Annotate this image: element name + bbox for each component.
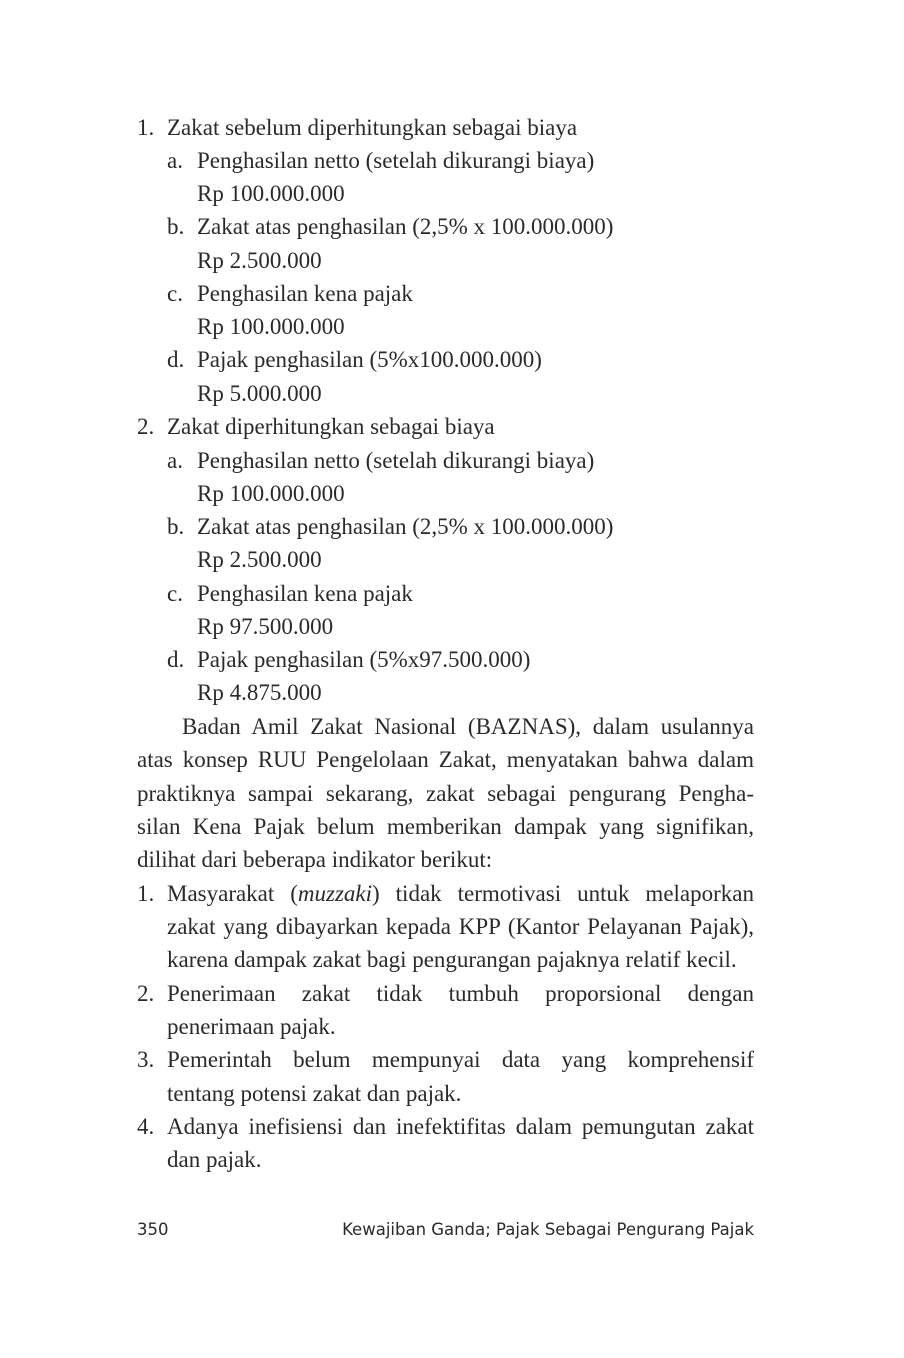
indicator-4-number: 4. [137, 1114, 155, 1139]
scenario-2-item-d-value: Rp 4.875.000 [197, 680, 322, 705]
indicator-text: Pemerintah belum mempunyai data yang komprehensif [167, 1047, 754, 1072]
indicator-2-line-2: penerimaan pajak. [167, 1014, 336, 1039]
scenario-1-item-c-letter: c. [167, 281, 183, 306]
scenario-1-item-a-letter: a. [167, 148, 183, 173]
indicator-3-line-2: tentang potensi zakat dan pajak. [167, 1081, 462, 1106]
scenario-1-item-d-label: Pajak penghasilan (5%x100.000.000) [197, 347, 542, 372]
paragraph-text: atas konsep RUU Pengelolaan Zakat, menyatakan bahwa dalam [137, 747, 754, 772]
paragraph-text: silan Kena Pajak belum memberikan dampak yang signifikan, [137, 814, 754, 839]
indicator-1-line-1-text: Masyarakat (muzzaki) tidak termotivasi untuk melaporkan [167, 881, 754, 906]
scenario-2-item-a-label: Penghasilan netto (setelah dikurangi biaya) [197, 448, 595, 473]
scenario-2-item-a-letter: a. [167, 448, 183, 473]
indicator-4-line-2: dan pajak. [167, 1147, 262, 1172]
scenario-1-item-b-label: Zakat atas penghasilan (2,5% x 100.000.000) [197, 214, 614, 239]
indicator-text: zakat yang dibayarkan kepada KPP (Kantor Pelayanan Pajak), [167, 914, 754, 939]
indicator-text: Penerimaan zakat tidak tumbuh proporsional dengan [167, 981, 754, 1006]
scenario-1-title: Zakat sebelum diperhitungkan sebagai biaya [167, 115, 578, 140]
paragraph-line-5: dilihat dari beberapa indikator berikut: [137, 847, 493, 872]
scenario-1-item-d-value: Rp 5.000.000 [197, 381, 322, 406]
scenario-2-number: 2. [137, 414, 155, 439]
running-title: Kewajiban Ganda; Pajak Sebagai Pengurang Pajak [342, 1220, 754, 1239]
indicator-text: Adanya inefisiensi dan inefektifitas dalam pemungutan zakat [167, 1114, 754, 1139]
scenario-2-item-c-label: Penghasilan kena pajak [197, 581, 413, 606]
scenario-2-item-c-value: Rp 97.500.000 [197, 614, 334, 639]
scenario-1-item-c-value: Rp 100.000.000 [197, 314, 345, 339]
paragraph-text: Badan Amil Zakat Nasional (BAZNAS), dalam usulannya [182, 714, 754, 739]
scenario-1-item-a-value: Rp 100.000.000 [197, 181, 345, 206]
scenario-2-item-d-label: Pajak penghasilan (5%x97.500.000) [197, 647, 531, 672]
scenario-1-item-b-letter: b. [167, 214, 185, 239]
indicator-3-number: 3. [137, 1047, 155, 1072]
paragraph-text: praktiknya sampai sekarang, zakat sebagai pengurang Pengha- [137, 781, 754, 806]
scenario-1-item-d-letter: d. [167, 347, 185, 372]
indicator-1-line-3: karena dampak zakat bagi pengurangan pajaknya relatif kecil. [167, 947, 737, 972]
scenario-1-number: 1. [137, 115, 155, 140]
scenario-2-title: Zakat diperhitungkan sebagai biaya [167, 414, 495, 439]
indicator-1-number: 1. [137, 881, 155, 906]
scenario-2-item-b-value: Rp 2.500.000 [197, 547, 322, 572]
scenario-2-item-b-label: Zakat atas penghasilan (2,5% x 100.000.000) [197, 514, 614, 539]
scenario-2-item-b-letter: b. [167, 514, 185, 539]
scenario-1-item-c-label: Penghasilan kena pajak [197, 281, 413, 306]
scenario-1-item-a-label: Penghasilan netto (setelah dikurangi biaya) [197, 148, 595, 173]
indicator-2-number: 2. [137, 981, 155, 1006]
page-number: 350 [137, 1220, 169, 1239]
scenario-2-item-d-letter: d. [167, 647, 185, 672]
scenario-2-item-c-letter: c. [167, 581, 183, 606]
muzzaki-term: muzzaki [297, 881, 373, 906]
scenario-1-item-b-value: Rp 2.500.000 [197, 248, 322, 273]
scenario-2-item-a-value: Rp 100.000.000 [197, 481, 345, 506]
